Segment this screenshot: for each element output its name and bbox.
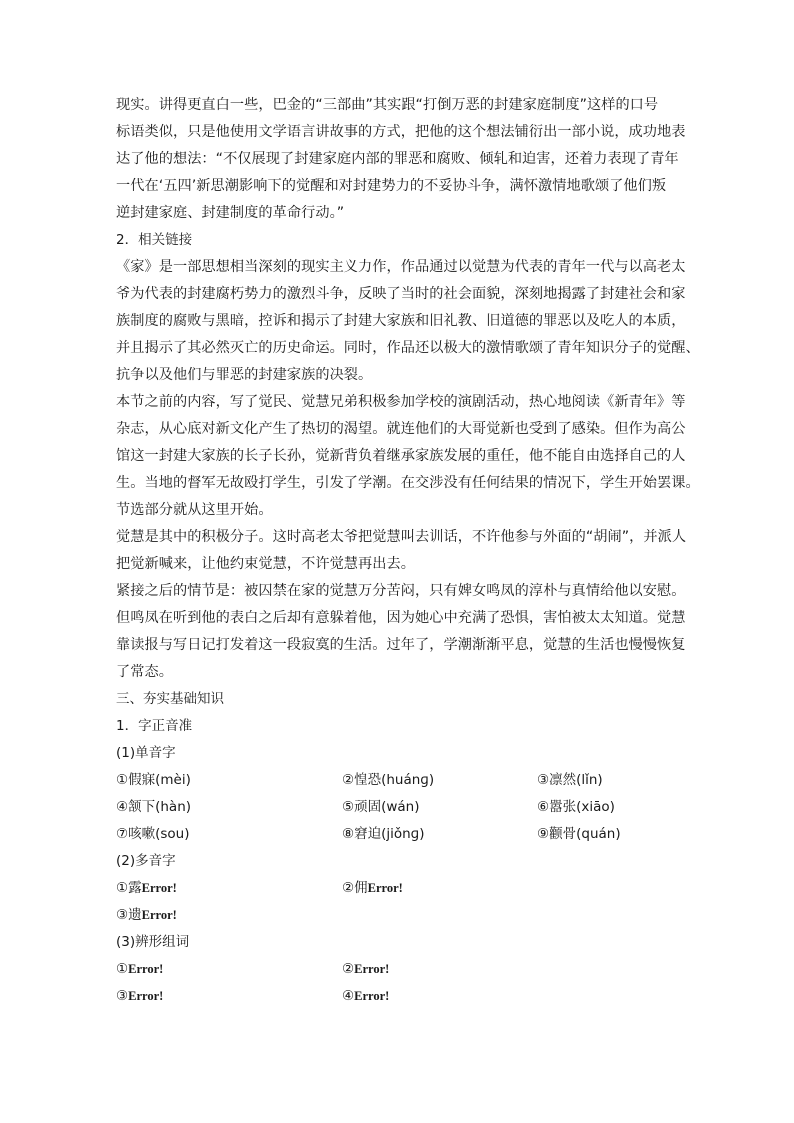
sub1-heading: 1．字正音准 xyxy=(116,718,193,734)
multi-char-heading: (2)多音字 xyxy=(116,853,176,869)
document-page xyxy=(116,92,700,1010)
text-line: 一代在‘五四’新思潮影响下的觉醒和对封建势力的不妥协斗争，满怀激情地歌颂了他们叛 xyxy=(116,178,667,194)
text-line: 觉慧是其中的积极分子。这时高老太爷把觉慧叫去训话，不许他参与外面的“胡闹”，并派人 xyxy=(116,529,687,545)
list-item: ②惶恐(huánɡ) xyxy=(342,772,435,788)
multi-char-list xyxy=(116,875,682,929)
text-line: 逆封建家庭、封建制度的革命行动。” xyxy=(116,205,345,221)
single-char-list xyxy=(116,767,682,848)
text-line: 并且揭示了其必然灭亡的历史命运。同时，作品还以极大的激情歌颂了青年知识分子的觉醒、 xyxy=(116,340,700,356)
list-item xyxy=(116,983,342,1010)
item-prefix: ② xyxy=(342,961,355,977)
error-text: Error! xyxy=(141,908,177,922)
text-line: 馆这一封建大家族的长子长孙，觉新背负着继承家族发展的重任，他不能自由选择自己的人 xyxy=(116,448,686,464)
item-prefix: ①露 xyxy=(116,880,142,896)
error-text: Error! xyxy=(141,881,177,895)
item-prefix: ③ xyxy=(116,988,129,1004)
text-line: 爷为代表的封建腐朽势力的激烈斗争，反映了当时的社会面貌，深刻地揭露了封建社会和家 xyxy=(116,286,686,302)
list-item: ⑧窘迫(jiǒnɡ) xyxy=(342,826,425,842)
intro-paragraph xyxy=(116,92,686,227)
item-prefix: ③遗 xyxy=(116,907,142,923)
shape-words-list xyxy=(116,956,682,1010)
related-paragraph-1 xyxy=(116,254,700,389)
text-line: 紧接之后的情节是：被囚禁在家的觉慧万分苦闷，只有婢女鸣凤的淳朴与真情给他以安慰。 xyxy=(116,583,686,599)
item-prefix: ① xyxy=(116,961,129,977)
list-item xyxy=(342,875,542,902)
text-line: 但鸣凤在听到他的表白之后却有意躲着他，因为她心中充满了恐惧，害怕被太太知道。觉慧 xyxy=(116,610,686,626)
item-prefix: ④ xyxy=(342,988,355,1004)
shape-words-heading: (3)辨形组词 xyxy=(116,934,190,950)
text-line: 节选部分就从这里开始。 xyxy=(116,502,273,518)
list-item: ⑨颧骨(quán) xyxy=(537,826,621,842)
list-item: ①假寐(mèi) xyxy=(116,772,191,788)
error-text: Error! xyxy=(354,989,390,1003)
error-text: Error! xyxy=(367,881,403,895)
list-item xyxy=(342,983,542,1010)
text-line: 本节之前的内容，写了觉民、觉慧兄弟积极参加学校的演剧活动，热心地阅读《新青年》等 xyxy=(116,394,686,410)
list-item: ③凛然(lǐn) xyxy=(537,772,603,788)
related-paragraph-2 xyxy=(116,389,700,524)
related-paragraph-4 xyxy=(116,578,686,686)
error-text: Error! xyxy=(128,989,164,1003)
list-item xyxy=(116,902,342,929)
single-char-heading: (1)单音字 xyxy=(116,745,176,761)
list-item: ⑥嚣张(xiāo) xyxy=(537,799,615,815)
text-line: 生。当地的督军无故殴打学生，引发了学潮。在交涉没有任何结果的情况下，学生开始罢课。 xyxy=(116,475,700,491)
text-line: 标语类似，只是他使用文学语言讲故事的方式，把他的这个想法铺衍出一部小说，成功地表 xyxy=(116,124,686,140)
text-line: 杂志，从心底对新文化产生了热切的渴望。就连他们的大哥觉新也受到了感染。但作为高公 xyxy=(116,421,686,437)
list-item: ⑦咳嗽(sou) xyxy=(116,826,190,842)
list-item: ④颔下(hàn) xyxy=(116,799,192,815)
related-heading: 2．相关链接 xyxy=(116,232,193,248)
text-line: 《家》是一部思想相当深刻的现实主义力作，作品通过以觉慧为代表的青年一代与以高老太 xyxy=(116,259,686,275)
text-line: 现实。讲得更直白一些，巴金的“三部曲”其实跟“打倒万恶的封建家庭制度”这样的口号 xyxy=(116,97,659,113)
text-line: 了常态。 xyxy=(116,664,173,680)
related-paragraph-3 xyxy=(116,524,687,578)
text-line: 抗争以及他们与罪恶的封建家族的决裂。 xyxy=(116,367,373,383)
item-prefix: ②佣 xyxy=(342,880,368,896)
text-line: 靠读报与写日记打发着这一段寂寞的生活。过年了，学潮渐渐平息，觉慧的生活也慢慢恢复 xyxy=(116,637,686,653)
list-item xyxy=(342,956,542,983)
text-line: 把觉新喊来，让他约束觉慧，不许觉慧再出去。 xyxy=(116,556,415,572)
section3-heading: 三、夯实基础知识 xyxy=(116,691,224,707)
text-line: 达了他的想法：“不仅展现了封建家庭内部的罪恶和腐败、倾轧和迫害，还着力表现了青年 xyxy=(116,151,679,167)
text-line: 族制度的腐败与黑暗，控诉和揭示了封建大家族和旧礼教、旧道德的罪恶以及吃人的本质， xyxy=(116,313,686,329)
error-text: Error! xyxy=(128,962,164,976)
list-item: ⑤顽固(wán) xyxy=(342,799,420,815)
list-item xyxy=(116,875,342,902)
list-item xyxy=(116,956,342,983)
error-text: Error! xyxy=(354,962,390,976)
